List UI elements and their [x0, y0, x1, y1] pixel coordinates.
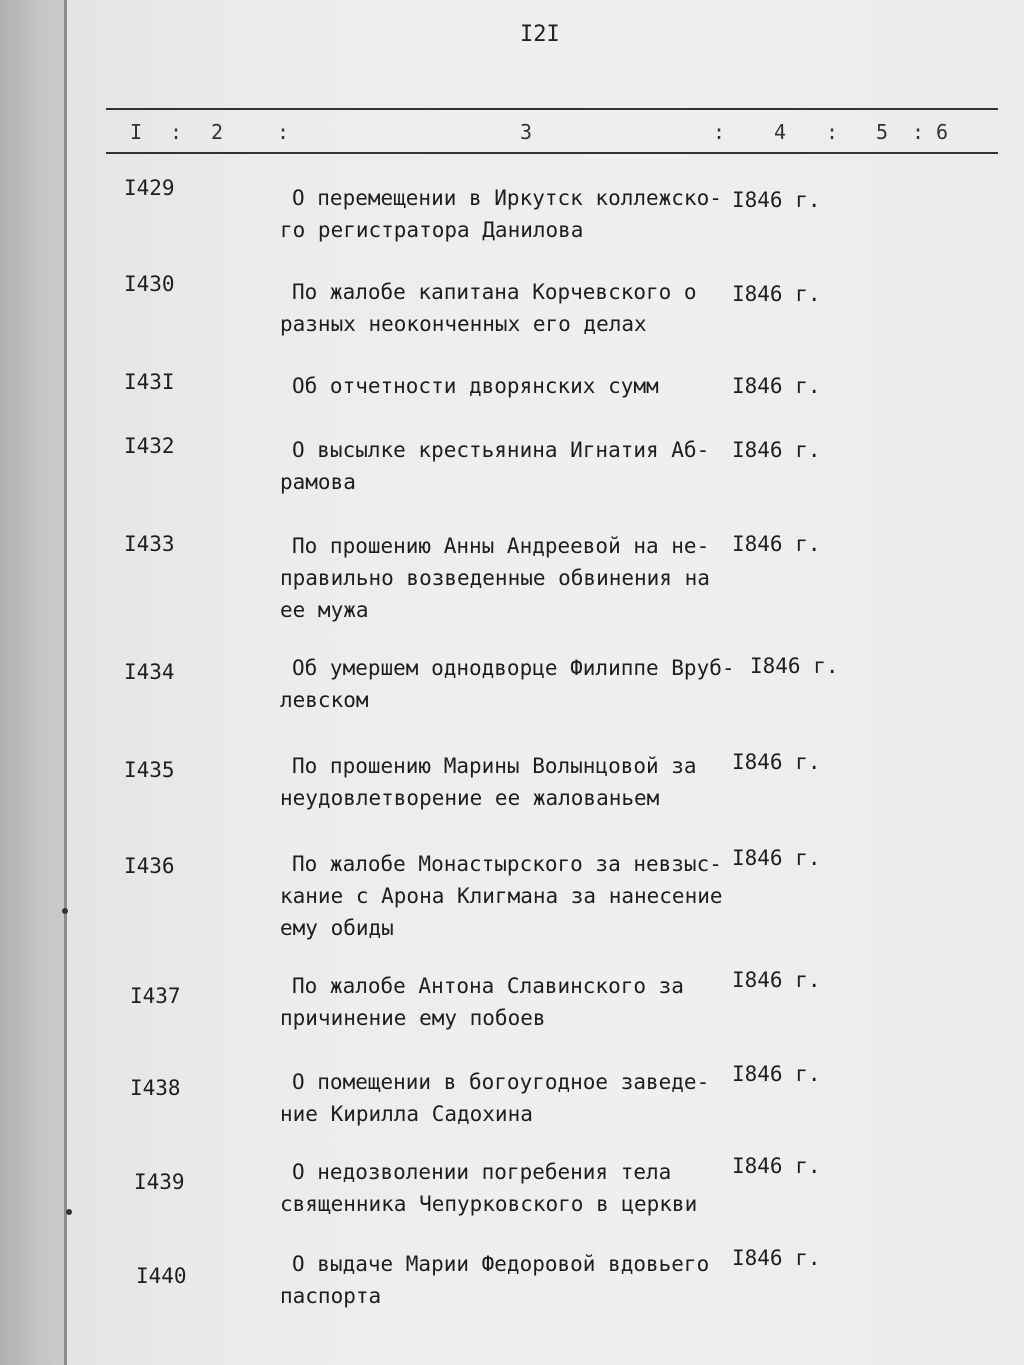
entry-title-line: По жалобе капитана Корчевского о	[292, 280, 697, 304]
entry-title	[280, 530, 730, 626]
entry-title	[280, 848, 730, 944]
entry-title-line: Об отчетности дворянских сумм	[292, 374, 659, 398]
entry-title-line: разных неоконченных его делах	[280, 312, 647, 336]
entry-title-line: ее мужа	[280, 598, 369, 622]
entry-year: I846 г.	[732, 1246, 821, 1270]
header-col-2: 2	[211, 120, 224, 144]
entry-year: I846 г.	[732, 188, 821, 212]
header-top-rule	[106, 108, 998, 110]
entry-title-line: причинение ему побоев	[280, 1006, 546, 1030]
entry-number: I429	[124, 176, 175, 200]
header-separator: :	[277, 120, 290, 144]
entry-number: I432	[124, 434, 175, 458]
entry-title-line: По жалобе Монастырского за невзыс-	[292, 852, 722, 876]
entry-number: I438	[130, 1076, 181, 1100]
entry-number: I434	[124, 660, 175, 684]
entry-title	[280, 1066, 730, 1130]
entry-year: I846 г.	[732, 1154, 821, 1178]
entry-year: I846 г.	[732, 750, 821, 774]
entry-year: I846 г.	[732, 282, 821, 306]
entry-title-line: священника Чепурковского в церкви	[280, 1192, 698, 1216]
entry-number: I436	[124, 854, 175, 878]
entry-title-line: О недозволении погребения тела	[292, 1160, 672, 1184]
entry-title-line: О помещении в богоугодное заведе-	[292, 1070, 710, 1094]
entry-title	[280, 434, 730, 498]
binding-hole-mark	[62, 908, 68, 914]
entry-title-line: По прошению Анны Андреевой на не-	[292, 534, 710, 558]
entry-title-line: паспорта	[280, 1284, 382, 1308]
entry-title-line: О перемещении в Иркутск коллежско-	[292, 186, 722, 210]
entry-year: I846 г.	[732, 1062, 821, 1086]
entry-title	[280, 652, 735, 716]
entry-title	[280, 276, 730, 340]
entry-year: I846 г.	[732, 438, 821, 462]
entry-number: I43I	[124, 370, 175, 394]
entry-number: I430	[124, 272, 175, 296]
entry-year: I846 г.	[732, 846, 821, 870]
entry-title-line: рамова	[280, 470, 356, 494]
entry-title-line: левском	[280, 688, 369, 712]
entry-year: I846 г.	[732, 374, 821, 398]
entry-title	[280, 1248, 730, 1312]
entry-title	[280, 370, 730, 402]
entry-title-line: По жалобе Антона Славинского за	[292, 974, 684, 998]
entry-title-line: Об умершем однодворце Филиппе Вруб-	[292, 656, 735, 680]
entry-number: I439	[134, 1170, 185, 1194]
entry-number: I433	[124, 532, 175, 556]
entry-year: I846 г.	[750, 654, 839, 678]
header-col-1: I	[130, 120, 143, 144]
entry-number: I435	[124, 758, 175, 782]
entry-number: I437	[130, 984, 181, 1008]
entry-year: I846 г.	[732, 532, 821, 556]
header-col-6: 6	[936, 120, 949, 144]
entry-title-line: По прошению Марины Волынцовой за	[292, 754, 697, 778]
entry-title-line: кание с Арона Клигмана за нанесение	[280, 884, 723, 908]
entry-year: I846 г.	[732, 968, 821, 992]
entry-title-line: ние Кирилла Садохина	[280, 1102, 533, 1126]
binding-hole-mark	[66, 1209, 72, 1215]
header-separator: :	[713, 120, 726, 144]
page-number: I2I	[520, 22, 560, 47]
entry-title	[280, 750, 730, 814]
header-col-5: 5	[876, 120, 889, 144]
entry-title	[280, 1156, 730, 1220]
header-separator: :	[912, 120, 925, 144]
header-col-4: 4	[774, 120, 787, 144]
entry-title-line: ему обиды	[280, 916, 394, 940]
entry-title-line: го регистратора Данилова	[280, 218, 584, 242]
entry-title	[280, 182, 730, 246]
header-col-3: 3	[520, 120, 533, 144]
entry-title-line: О высылке крестьянина Игнатия Аб-	[292, 438, 710, 462]
header-separator: :	[170, 120, 183, 144]
entry-title	[280, 970, 730, 1034]
header-bottom-rule	[106, 152, 998, 154]
header-separator: :	[826, 120, 839, 144]
entry-title-line: неудовлетворение ее жалованьем	[280, 786, 660, 810]
entry-title-line: О выдаче Марии Федоровой вдовьего	[292, 1252, 710, 1276]
entry-number: I440	[136, 1264, 187, 1288]
entry-title-line: правильно возведенные обвинения на	[280, 566, 710, 590]
